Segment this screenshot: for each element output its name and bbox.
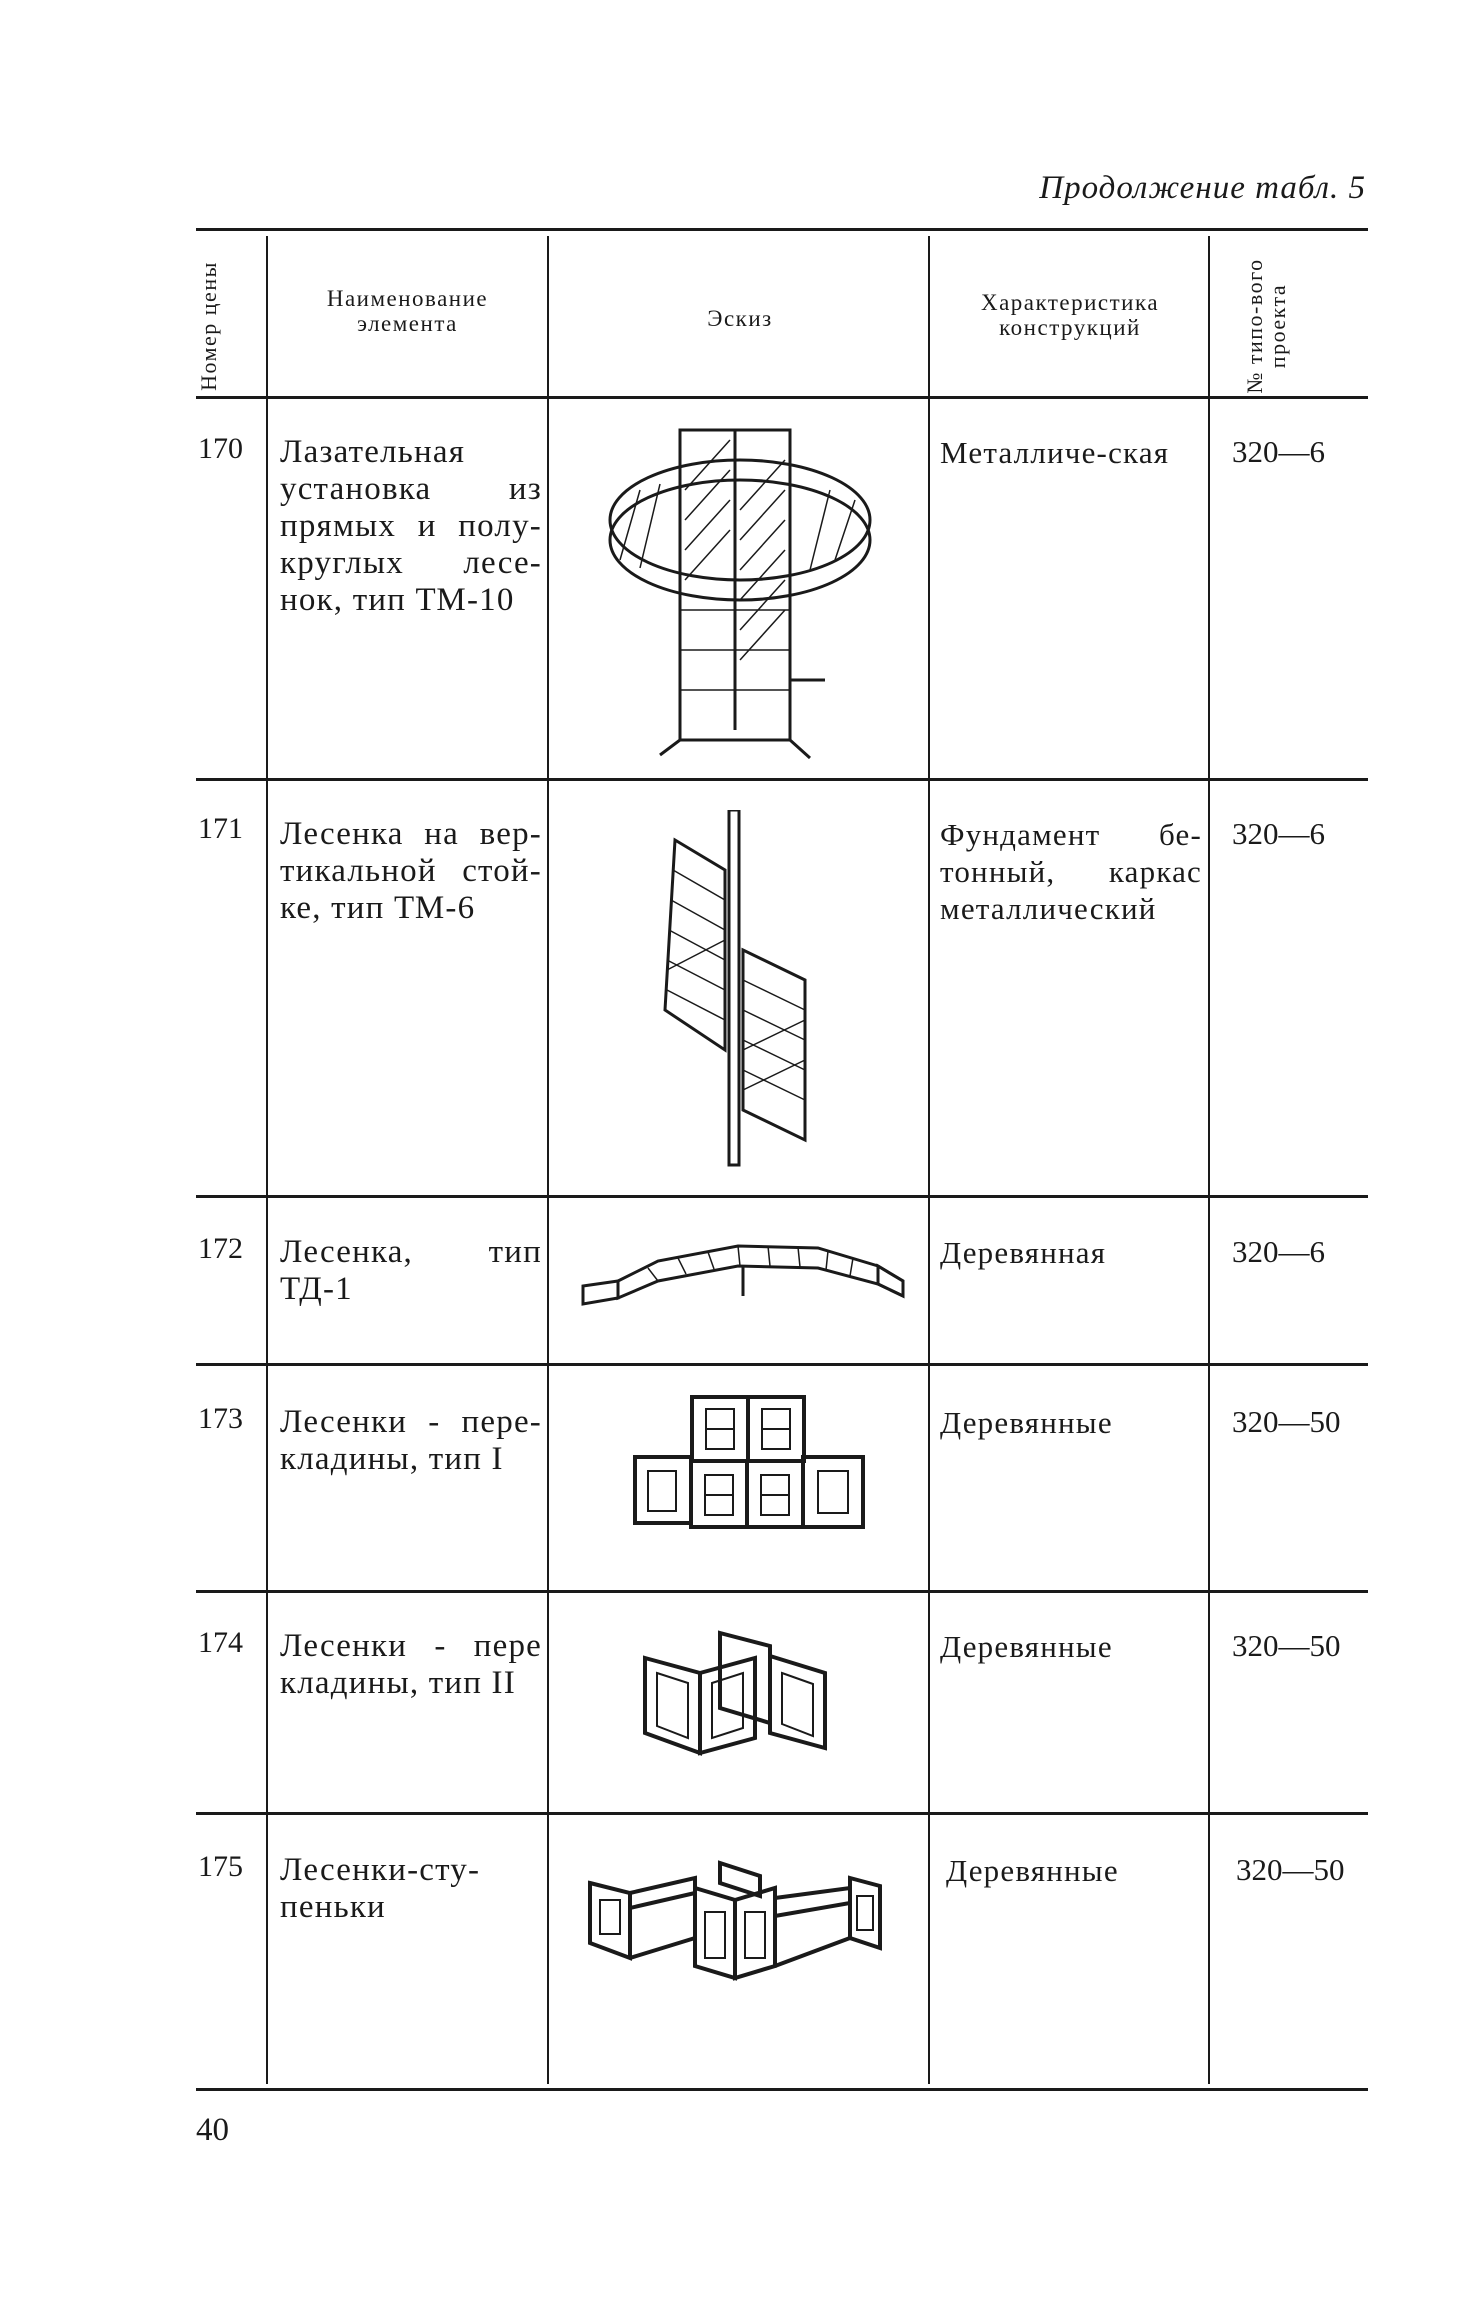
project-number: 320—6 (1232, 434, 1325, 469)
row-number: 171 (198, 812, 243, 845)
element-name: Лесенки - пере кладины, тип II (280, 1628, 542, 1701)
column-divider (928, 236, 930, 2084)
column-divider (1208, 236, 1210, 2084)
row-number: 170 (198, 432, 243, 465)
project-number: 320—50 (1232, 1628, 1341, 1663)
arched-ladder-sketch (578, 1226, 908, 1316)
column-divider (266, 236, 268, 2084)
construction-characteristic: Деревянные (940, 1629, 1113, 1664)
element-name: Лесенки - пере-кладины, тип I (280, 1404, 542, 1477)
row-number: 175 (198, 1850, 243, 1883)
row-divider (196, 1195, 1368, 1198)
header-bottom-rule (196, 396, 1368, 399)
project-number: 320—50 (1236, 1852, 1345, 1887)
row-divider (196, 778, 1368, 781)
header-characteristic: Характеристика конструкций (980, 290, 1160, 341)
row-number: 172 (198, 1232, 243, 1265)
row-number: 174 (198, 1626, 243, 1659)
table-bottom-rule (196, 2088, 1368, 2091)
table-continuation-caption: Продолжение табл. 5 (1039, 170, 1366, 206)
construction-characteristic: Деревянные (946, 1853, 1119, 1888)
vertical-post-ladder-sketch (655, 810, 815, 1170)
construction-characteristic: Деревянная (940, 1235, 1107, 1270)
construction-characteristic: Металличе-ская (940, 435, 1170, 470)
element-name: Лесенки-сту-пеньки (280, 1852, 481, 1925)
project-number: 320—6 (1232, 1234, 1325, 1269)
climbing-frame-sketch (600, 410, 880, 770)
table-top-rule (196, 228, 1368, 231)
element-name: Лазательная установка из прямых и полу-круглых лесе-нок, тип ТМ-10 (280, 434, 542, 618)
box-frames-sketch (630, 1395, 880, 1545)
project-number: 320—6 (1232, 816, 1325, 851)
row-divider (196, 1363, 1368, 1366)
column-divider (547, 236, 549, 2084)
page-number: 40 (196, 2112, 229, 2148)
construction-characteristic: Фундамент бе-тонный, каркас металлический (940, 817, 1202, 927)
step-frames-sketch (585, 1858, 885, 2018)
row-number: 173 (198, 1402, 243, 1435)
header-sketch: Эскиз (707, 306, 773, 331)
header-number: Номер цены (196, 261, 221, 391)
header-name: Наименование элемента (326, 286, 489, 337)
element-name: Лесенка, тип ТД-1 (280, 1234, 542, 1307)
project-number: 320—50 (1232, 1404, 1341, 1439)
construction-characteristic: Деревянные (940, 1405, 1113, 1440)
header-project: № типо-вого проекта (1242, 258, 1291, 394)
row-divider (196, 1812, 1368, 1815)
cross-box-frames-sketch (640, 1628, 840, 1778)
element-name: Лесенка на вер-тикальной стой-ке, тип ТМ-6 (280, 816, 542, 926)
row-divider (196, 1590, 1368, 1593)
